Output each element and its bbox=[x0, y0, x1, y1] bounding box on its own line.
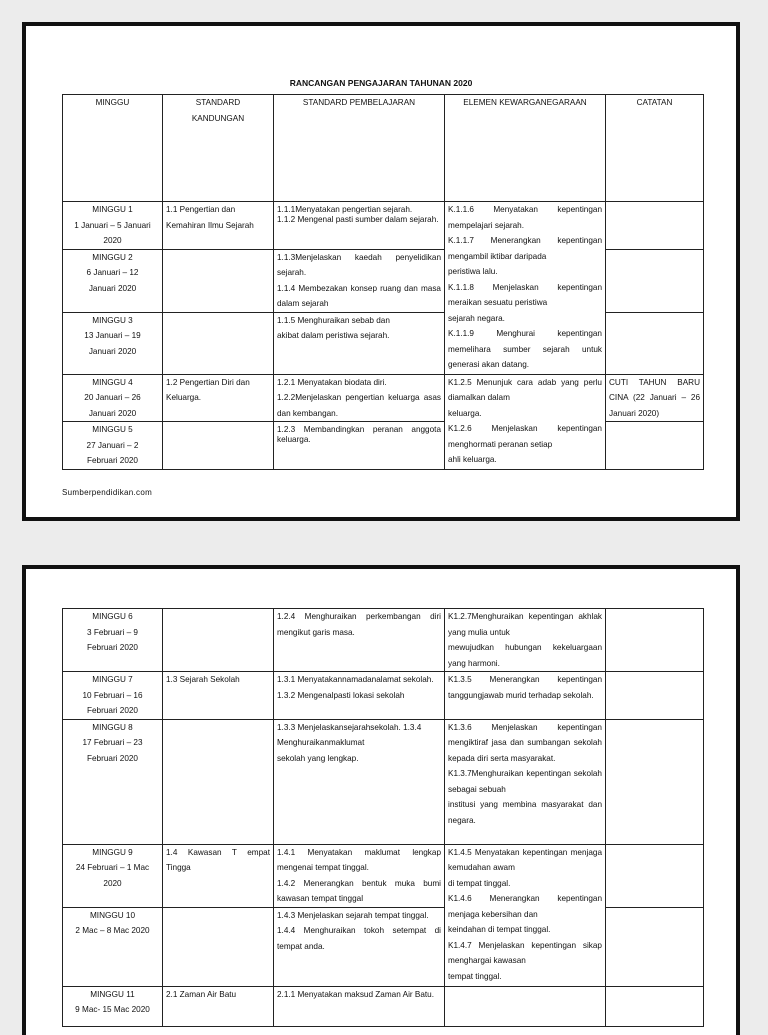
lesson-plan-table-2 bbox=[62, 608, 704, 1027]
standard-pembelajaran-cell: 1.2.4 Menghuraikan perkembangan diri mengikut garis masa. bbox=[274, 609, 445, 672]
catatan-cell bbox=[606, 672, 704, 720]
header-catatan: CATATAN bbox=[606, 95, 704, 202]
standard-kandungan-cell bbox=[163, 907, 274, 986]
catatan-cell bbox=[606, 249, 704, 312]
table-row bbox=[63, 907, 704, 986]
catatan-cell: CUTI TAHUN BARU CINA (22 Januari – 26 Januari 2020) bbox=[606, 374, 704, 422]
week-cell: MINGGU 6 3 Februari – 9 Februari 2020 bbox=[63, 609, 163, 672]
elemen-cell: K1.3.6 Menjelaskan kepentingan mengiktiraf jasa dan sumbangan sekolah kepada diri serta masyarakat. K1.3.7Menghuraikan kepentingan sekolah sebagai sebuah institusi yang membina masyarakat dan negara. bbox=[445, 719, 606, 844]
standard-kandungan-cell bbox=[163, 312, 274, 374]
standard-pembelajaran-cell: 1.2.1 Menyatakan biodata diri. 1.2.2Menjelaskan pengertian keluarga asas dan kembangan. bbox=[274, 374, 445, 422]
table-row bbox=[63, 672, 704, 720]
document-page-2 bbox=[22, 565, 740, 1035]
week-cell: MINGGU 4 20 Januari – 26 Januari 2020 bbox=[63, 374, 163, 422]
week-cell: MINGGU 7 10 Februari – 16 Februari 2020 bbox=[63, 672, 163, 720]
standard-pembelajaran-cell: 1.3.1 Menyatakannamadanalamat sekolah. 1.3.2 Mengenalpasti lokasi sekolah bbox=[274, 672, 445, 720]
week-cell: MINGGU 5 27 Januari – 2 Februari 2020 bbox=[63, 422, 163, 470]
week-cell: MINGGU 1 1 Januari – 5 Januari 2020 bbox=[63, 202, 163, 250]
standard-kandungan-cell: 1.4 Kawasan T empat Tingga bbox=[163, 844, 274, 907]
header-elemen-kewarganegaraan: ELEMEN KEWARGANEGARAAN bbox=[445, 95, 606, 202]
lesson-plan-table-1 bbox=[62, 94, 704, 470]
standard-pembelajaran-cell: 1.4.1 Menyatakan maklumat lengkap mengenai tempat tinggal. 1.4.2 Menerangkan bentuk muka bumi kawasan tempat tinggal bbox=[274, 844, 445, 907]
table-row bbox=[63, 719, 704, 844]
catatan-cell bbox=[606, 719, 704, 844]
standard-kandungan-cell bbox=[163, 719, 274, 844]
week-cell: MINGGU 3 13 Januari – 19 Januari 2020 bbox=[63, 312, 163, 374]
week-cell: MINGGU 2 6 Januari – 12 Januari 2020 bbox=[63, 249, 163, 312]
catatan-cell bbox=[606, 609, 704, 672]
standard-pembelajaran-cell: 1.1.3Menjelaskan kaedah penyelidikan sejarah. 1.1.4 Membezakan konsep ruang dan masa dalam sejarah bbox=[274, 249, 445, 312]
standard-kandungan-cell: 1.1 Pengertian dan Kemahiran Ilmu Sejarah bbox=[163, 202, 274, 250]
standard-kandungan-cell: 2.1 Zaman Air Batu bbox=[163, 986, 274, 1026]
table-row bbox=[63, 312, 704, 374]
elemen-cell: K1.2.5 Menunjuk cara adab yang perlu diamalkan dalam keluarga. K1.2.6 Menjelaskan kepentingan menghormati peranan setiap ahli keluarga. bbox=[445, 374, 606, 469]
elemen-cell: K1.2.7Menghuraikan kepentingan akhlak yang mulia untuk mewujudkan hubungan kekeluargaan yang harmoni. bbox=[445, 609, 606, 672]
table-row bbox=[63, 374, 704, 422]
document-page-1 bbox=[22, 22, 740, 521]
standard-pembelajaran-cell: 1.1.1Menyatakan pengertian sejarah. 1.1.2 Mengenal pasti sumber dalam sejarah. bbox=[274, 202, 445, 250]
header-standard-kandungan: STANDARD KANDUNGAN bbox=[163, 95, 274, 202]
standard-kandungan-cell: 1.3 Sejarah Sekolah bbox=[163, 672, 274, 720]
standard-pembelajaran-cell: 1.3.3 Menjelaskansejarahsekolah. 1.3.4 Menghuraikanmaklumat sekolah yang lengkap. bbox=[274, 719, 445, 844]
standard-kandungan-cell bbox=[163, 249, 274, 312]
table-row bbox=[63, 609, 704, 672]
header-minggu: MINGGU bbox=[63, 95, 163, 202]
standard-pembelajaran-cell: 1.2.3 Membandingkan peranan anggota keluarga. bbox=[274, 422, 445, 470]
standard-kandungan-cell bbox=[163, 609, 274, 672]
standard-pembelajaran-cell: 2.1.1 Menyatakan maksud Zaman Air Batu. bbox=[274, 986, 445, 1026]
document-title: RANCANGAN PENGAJARAN TAHUNAN 2020 bbox=[289, 78, 473, 88]
table-row bbox=[63, 844, 704, 907]
catatan-cell bbox=[606, 907, 704, 986]
catatan-cell bbox=[606, 422, 704, 470]
elemen-cell bbox=[445, 986, 606, 1026]
week-cell: MINGGU 11 9 Mac- 15 Mac 2020 bbox=[63, 986, 163, 1026]
catatan-cell bbox=[606, 312, 704, 374]
elemen-cell: K1.3.5 Menerangkan kepentingan tanggungjawab murid terhadap sekolah. bbox=[445, 672, 606, 720]
catatan-cell bbox=[606, 202, 704, 250]
standard-pembelajaran-cell: 1.4.3 Menjelaskan sejarah tempat tinggal. 1.4.4 Menghuraikan tokoh setempat di tempat anda. bbox=[274, 907, 445, 986]
table-row bbox=[63, 249, 704, 312]
standard-kandungan-cell bbox=[163, 422, 274, 470]
catatan-cell bbox=[606, 844, 704, 907]
header-standard-pembelajaran: STANDARD PEMBELAJARAN bbox=[274, 95, 445, 202]
table-row bbox=[63, 986, 704, 1026]
week-cell: MINGGU 9 24 Februari – 1 Mac 2020 bbox=[63, 844, 163, 907]
standard-pembelajaran-cell: 1.1.5 Menghuraikan sebab dan akibat dalam peristiwa sejarah. bbox=[274, 312, 445, 374]
table-row bbox=[63, 202, 704, 250]
week-cell: MINGGU 8 17 Februari – 23 Februari 2020 bbox=[63, 719, 163, 844]
catatan-cell bbox=[606, 986, 704, 1026]
footer-source: Sumberpendidikan.com bbox=[62, 488, 153, 497]
elemen-cell: K.1.1.6 Menyatakan kepentingan mempelajari sejarah. K.1.1.7 Menerangkan kepentingan mengambil iktibar daripada peristiwa lalu. K.1.1.8 Menjelaskan kepentingan meraikan sesuatu peristiwa sejarah negara. K.1.1.9 Menghurai kepentingan memelihara sumber sejarah untuk generasi akan datang. bbox=[445, 202, 606, 375]
week-cell: MINGGU 10 2 Mac – 8 Mac 2020 bbox=[63, 907, 163, 986]
table-row bbox=[63, 422, 704, 470]
standard-kandungan-cell: 1.2 Pengertian Diri dan Keluarga. bbox=[163, 374, 274, 422]
elemen-cell: K1.4.5 Menyatakan kepentingan menjaga kemudahan awam di tempat tinggal. K1.4.6 Menerangkan kepentingan menjaga kebersihan dan keindahan di tempat tinggal. K1.4.7 Menjelaskan kepentingan sikap menghargai kawasan tempat tinggal. bbox=[445, 844, 606, 986]
